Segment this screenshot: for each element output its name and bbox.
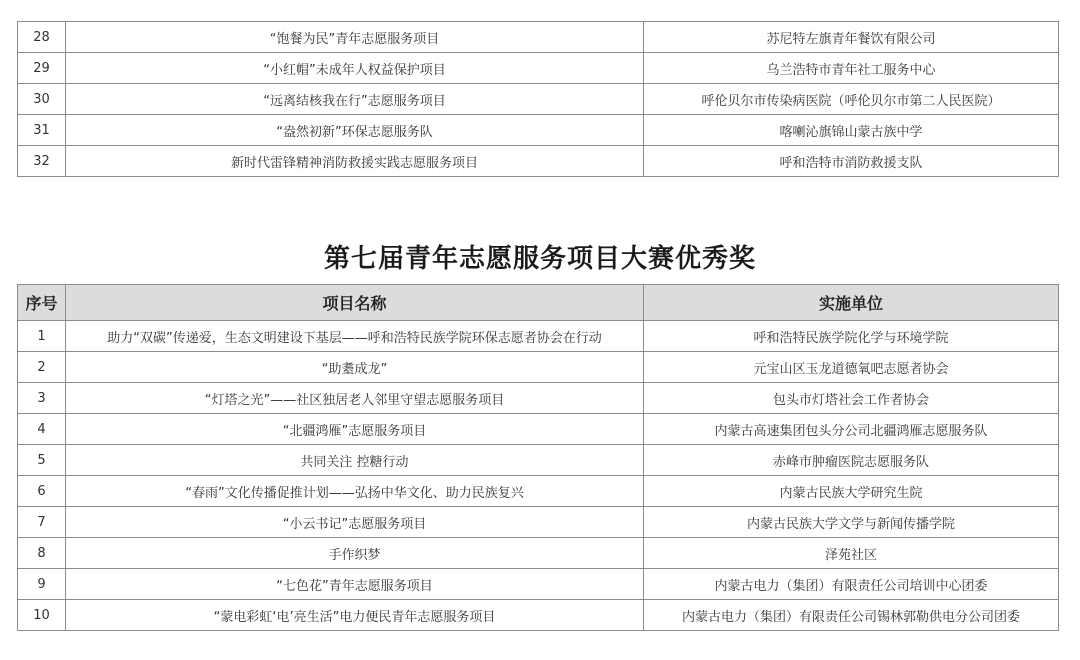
project-name: “助耋成龙” (66, 352, 644, 383)
table-row (18, 383, 1059, 414)
table-row (18, 569, 1059, 600)
project-name: “蒙电彩虹‘电’亮生活”电力便民青年志愿服务项目 (66, 600, 644, 631)
implementing-unit: 呼和浩特市消防救援支队 (644, 146, 1059, 177)
implementing-unit: 乌兰浩特市青年社工服务中心 (644, 53, 1059, 84)
implementing-unit: 内蒙古高速集团包头分公司北疆鸿雁志愿服务队 (644, 414, 1059, 445)
table-row (18, 352, 1059, 383)
project-name: 助力“双碳”传递爱，生态文明建设下基层——呼和浩特民族学院环保志愿者协会在行动 (66, 321, 644, 352)
row-number: 30 (18, 84, 66, 115)
implementing-unit: 内蒙古电力（集团）有限责任公司培训中心团委 (644, 569, 1059, 600)
implementing-unit: 内蒙古民族大学研究生院 (644, 476, 1059, 507)
header-project-name: 项目名称 (66, 285, 644, 321)
header-implementing-unit: 实施单位 (644, 285, 1059, 321)
excellence-award-table (17, 284, 1059, 631)
implementing-unit: 喀喇沁旗锦山蒙古族中学 (644, 115, 1059, 146)
table-row (18, 22, 1059, 53)
section-title: 第七届青年志愿服务项目大赛优秀奖 (323, 244, 756, 274)
project-name: “北疆鸿雁”志愿服务项目 (66, 414, 644, 445)
table-row (18, 476, 1059, 507)
implementing-unit: 泽苑社区 (644, 538, 1059, 569)
award-table-continued (17, 21, 1059, 177)
table-row (18, 84, 1059, 115)
implementing-unit: 呼伦贝尔市传染病医院（呼伦贝尔市第二人民医院） (644, 84, 1059, 115)
project-name: “小云书记”志愿服务项目 (66, 507, 644, 538)
table-row (18, 146, 1059, 177)
project-name: 新时代雷锋精神消防救援实践志愿服务项目 (66, 146, 644, 177)
row-number: 5 (18, 445, 66, 476)
table-row (18, 538, 1059, 569)
project-name: “盎然初新”环保志愿服务队 (66, 115, 644, 146)
project-name: “春雨”文化传播促推计划——弘扬中华文化、助力民族复兴 (66, 476, 644, 507)
row-number: 9 (18, 569, 66, 600)
implementing-unit: 内蒙古民族大学文学与新闻传播学院 (644, 507, 1059, 538)
table-row (18, 445, 1059, 476)
row-number: 2 (18, 352, 66, 383)
table-row (18, 115, 1059, 146)
row-number: 29 (18, 53, 66, 84)
project-name: “远离结核我在行”志愿服务项目 (66, 84, 644, 115)
project-name: 共同关注 控糖行动 (66, 445, 644, 476)
table-row (18, 600, 1059, 631)
row-number: 7 (18, 507, 66, 538)
project-name: “饱餐为民”青年志愿服务项目 (66, 22, 644, 53)
project-name: “灯塔之光”——社区独居老人邻里守望志愿服务项目 (66, 383, 644, 414)
implementing-unit: 赤峰市肿瘤医院志愿服务队 (644, 445, 1059, 476)
implementing-unit: 内蒙古电力（集团）有限责任公司锡林郭勒供电分公司团委 (644, 600, 1059, 631)
implementing-unit: 呼和浩特民族学院化学与环境学院 (644, 321, 1059, 352)
project-name: 手作织梦 (66, 538, 644, 569)
project-name: “小红帽”未成年人权益保护项目 (66, 53, 644, 84)
table-row (18, 414, 1059, 445)
row-number: 31 (18, 115, 66, 146)
row-number: 28 (18, 22, 66, 53)
project-name: “七色花”青年志愿服务项目 (66, 569, 644, 600)
row-number: 6 (18, 476, 66, 507)
row-number: 8 (18, 538, 66, 569)
header-number: 序号 (18, 285, 66, 321)
row-number: 10 (18, 600, 66, 631)
row-number: 4 (18, 414, 66, 445)
implementing-unit: 包头市灯塔社会工作者协会 (644, 383, 1059, 414)
row-number: 3 (18, 383, 66, 414)
table-row (18, 53, 1059, 84)
table-row (18, 321, 1059, 352)
implementing-unit: 苏尼特左旗青年餐饮有限公司 (644, 22, 1059, 53)
implementing-unit: 元宝山区玉龙道德氧吧志愿者协会 (644, 352, 1059, 383)
row-number: 1 (18, 321, 66, 352)
row-number: 32 (18, 146, 66, 177)
table-row (18, 507, 1059, 538)
table-header-row (18, 285, 1059, 321)
